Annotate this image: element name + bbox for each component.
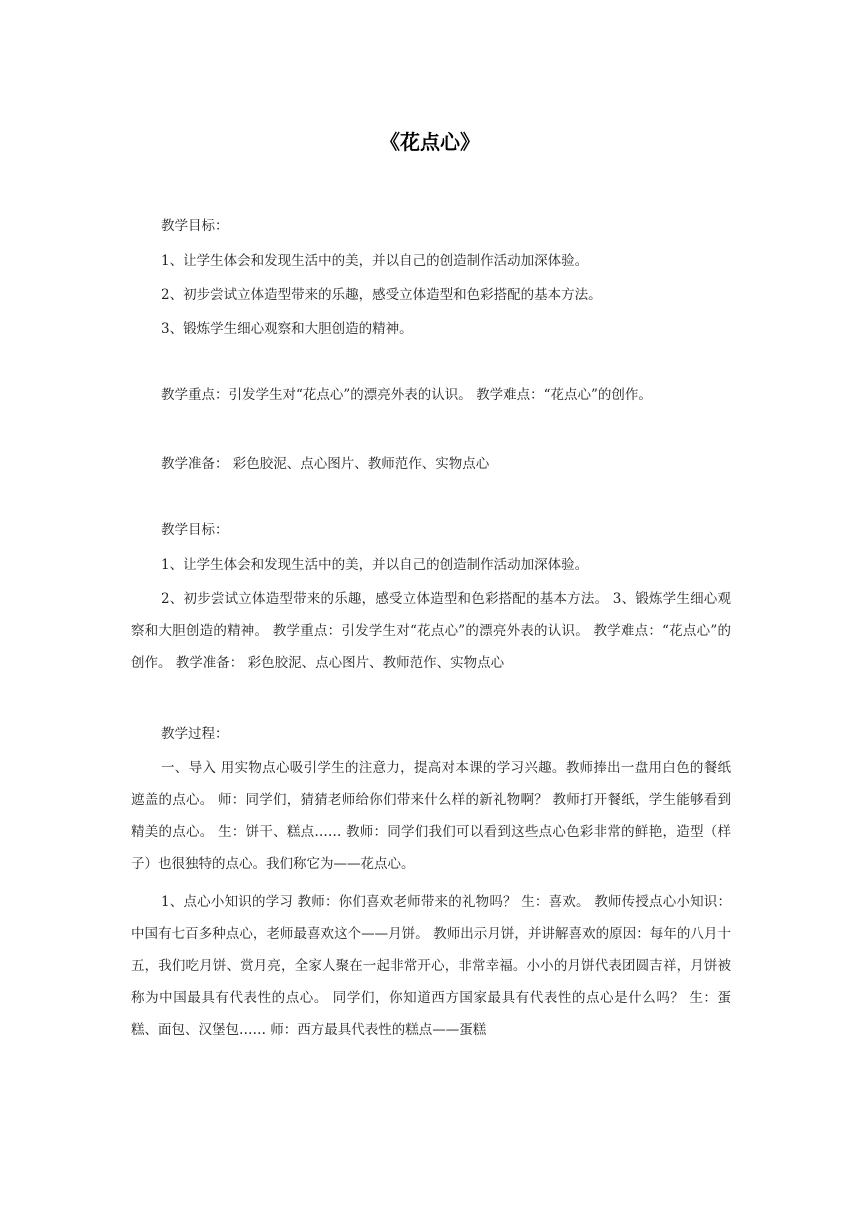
process-intro-paragraph: 一、导入 用实物点心吸引学生的注意力，提高对本课的学习兴趣。教师捧出一盘用白色的餐纸遮盖的点心。 师：同学们，猜猜老师给你们带来什么样的新礼物啊？ 教师打开餐纸，学生能够看到精美的点心。 生：饼干、糕点…… 教师：同学们我们可以看到这些点心色彩非常的鲜艳，造型（样子）也很独特的点心。我们称它为——花点心。 xyxy=(131,760,731,872)
process-knowledge-paragraph: 1、点心小知识的学习 教师：你们喜欢老师带来的礼物吗？ 生：喜欢。 教师传授点心小知识：中国有七百多种点心，老师最喜欢这个——月饼。 教师出示月饼，并讲解喜欢的原因：每年的八月十五，我们吃月饼、赏月亮，全家人聚在一起非常开心，非常幸福。小小的月饼代表团圆吉祥，月饼被称为中国最具有代表性的点心。 同学们，你知道西方国家最具有代表性的点心是什么吗？ 生：蛋糕、面包、汉堡包…… 师：西方最具代表性的糕点——蛋糕 xyxy=(131,894,731,1038)
goal-item-3: 3、锻炼学生细心观察和大胆创造的精神。 xyxy=(161,321,413,337)
goals-heading-repeat: 教学目标： xyxy=(161,522,229,538)
goal-item-1-repeat: 1、让学生体会和发现生活中的美，并以自己的创造制作活动加深体验。 xyxy=(161,557,589,573)
preparation-line: 教学准备： 彩色胶泥、点心图片、教师范作、实物点心 xyxy=(161,456,490,472)
goal-item-2: 2、初步尝试立体造型带来的乐趣，感受立体造型和色彩搭配的基本方法。 xyxy=(161,287,602,303)
page-title: 《花点心》 xyxy=(380,130,480,154)
goals-heading: 教学目标： xyxy=(161,218,229,234)
goal-item-1: 1、让学生体会和发现生活中的美，并以自己的创造制作活动加深体验。 xyxy=(161,253,589,269)
goals-combined-paragraph: 2、初步尝试立体造型带来的乐趣，感受立体造型和色彩搭配的基本方法。 3、锻炼学生细心观察和大胆创造的精神。 教学重点：引发学生对“花点心”的漂亮外表的认识。 教学难点：“花点心”的创作。 教学准备： 彩色胶泥、点心图片、教师范作、实物点心 xyxy=(131,591,731,671)
focus-difficulty-line: 教学重点：引发学生对“花点心”的漂亮外表的认识。 教学难点：“花点心”的创作。 xyxy=(161,387,652,403)
process-heading: 教学过程： xyxy=(161,726,229,742)
